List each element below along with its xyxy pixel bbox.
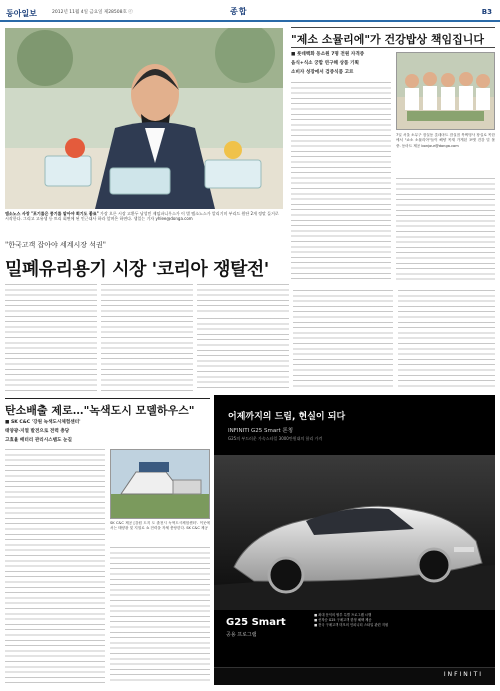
infiniti-advertisement[interactable] bbox=[214, 395, 495, 685]
story2-sub2: 음식+식소 궁합 연구해 상품 기획 bbox=[291, 61, 359, 66]
story2-photo-caption: 7일 서울 소무구 잠실동 롯데마트 잠실점 목찌멍사 장실로 목한에서 "쇼소 소뮬리아"들이 해양 목재 가게된 포맷 건강 밑 볼 중. 동마트 제공 bonjour@donga.com bbox=[396, 133, 495, 148]
ad-tagline: G25의 부드러운 가속스타일 3000만원대의 합리 가격 bbox=[228, 436, 323, 441]
section-title: 종합 bbox=[230, 7, 248, 16]
story3-top-rule bbox=[5, 398, 210, 399]
story2-top-rule bbox=[291, 27, 495, 28]
main-photo-caption bbox=[5, 211, 283, 237]
ad-subline: INFINITI G25 Smart 론칭 bbox=[228, 428, 294, 434]
main-photo bbox=[5, 28, 283, 209]
story2-deck: "제소 소뮬리에"가 건강밥상 책임집니다 bbox=[291, 33, 484, 46]
story2-sub3: 소비자 성장에서 검증식품 고르 bbox=[291, 70, 354, 75]
story3-body-col1 bbox=[5, 449, 105, 685]
story1-deck: "한국고객 잡아야 세계시장 석권" bbox=[5, 241, 107, 249]
story1-body-col3 bbox=[197, 284, 289, 312]
ad-headline: 어제까지의 드림, 현실이 되다 bbox=[228, 412, 346, 422]
car-illustration bbox=[214, 455, 495, 610]
ad-model-name: G25 Smart bbox=[226, 617, 286, 628]
story1-body-col6 bbox=[398, 290, 495, 388]
story1-body-col5 bbox=[293, 290, 393, 388]
story2-body-col2 bbox=[396, 178, 495, 282]
story3-body-col2 bbox=[110, 547, 210, 685]
page-number: B3 bbox=[481, 8, 492, 16]
caption-lead: 엠소노스 사장 "포기름은 콩기름 알아야 회기도 좋죠" bbox=[5, 211, 99, 216]
issue-date: 2012년 11월 4일 금요일 제28508호 ⓒ bbox=[52, 10, 133, 15]
story2-body-col1 bbox=[291, 82, 391, 282]
story3-photo bbox=[110, 449, 210, 519]
story3-sub3: 고효율 배터리 관리시스템도 눈길 bbox=[5, 438, 72, 443]
story2-title-rule bbox=[291, 47, 495, 48]
ad-bullets: ■ 최대 문익의 할부 특별 프로그램 시행 ■ 선착순 G25 구매고객 한정 혜택 제공 ■ 전국 구매고객 미모의 인피니티 스타일 관련 지원 bbox=[314, 613, 389, 627]
story1-body-col1 bbox=[5, 284, 97, 394]
story3-photo-caption: SK C&C 제공 [강원 도지 도 춘천시 녹색도시체험센터'. 이곳에서는 태양광 및 지열로 쇼 전력을 자체 충당한다. SK C&C 제공 bbox=[110, 521, 210, 531]
story3-sub1: ■ SK C&C '강원 녹색도시체험센터' bbox=[5, 420, 81, 425]
newspaper-name: 동아일보 bbox=[6, 8, 37, 18]
caption-body: 가장 오른 시장 고환두 남성민 제임파니우스가 이 별 엠소노스가 알리기미 부리드 원단 2개 정말 들거로 시작한다. 그리고 고유생 등 트리 회면에 된 인근대사 하라 앞며은 하연다. 생일는 기자 yhlee@donga.com bbox=[5, 211, 279, 222]
ad-model-sub: 공용 프로그램 bbox=[226, 632, 257, 638]
story1-headline: 밀폐유리용기 시장 '코리아 쟁탈전' bbox=[5, 259, 269, 280]
story3-sub2: 태양광·지열 발전으로 전력 충당 bbox=[5, 429, 70, 434]
story1-body-col4 bbox=[197, 318, 289, 390]
masthead bbox=[0, 0, 500, 22]
story2-photo bbox=[396, 52, 495, 130]
story3-headline: 탄소배출 제로…"녹색도시 모델하우스" bbox=[5, 404, 195, 417]
story2-sub1: ■ 롯데백화 동소원 7명 전원 자격증 bbox=[291, 52, 365, 57]
story1-body-col2 bbox=[101, 284, 193, 394]
ad-brand: INFINITI bbox=[443, 671, 483, 678]
